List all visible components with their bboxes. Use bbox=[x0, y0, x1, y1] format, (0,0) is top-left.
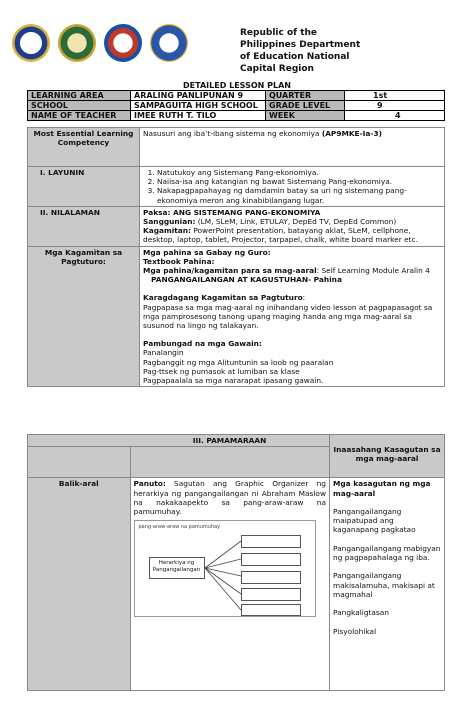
list-item: 2. Naiisa-isa ang katangian ng bawat Sistemang Pang-ekonomiya. bbox=[157, 177, 441, 186]
kagamitan-value: PowerPoint presentation, batayang aklat, SLeM, cellphone, desktop, laptop, tablet, Projector, tarpapel, chalk, white board marker etc. bbox=[143, 226, 418, 245]
paksa-text: Paksa: ANG SISTEMANG PANG-EKONOMIYA bbox=[143, 207, 321, 217]
magaaral-label: Mga pahina/kagamitan para sa mag-aaral bbox=[143, 266, 317, 276]
deped-seal-logo bbox=[150, 24, 188, 62]
nilalaman-row bbox=[28, 206, 445, 246]
plan-title: DETAILED LESSON PLAN bbox=[183, 81, 291, 90]
info-row bbox=[28, 111, 445, 121]
header-line-4: Capital Region bbox=[240, 64, 314, 74]
list-item: Pag-ttsek ng pumasok at lumiban sa klase bbox=[143, 366, 300, 376]
header-line-2: Philippines Department bbox=[240, 40, 361, 50]
info-row bbox=[28, 91, 445, 101]
info-label: NAME OF TEACHER bbox=[28, 111, 131, 121]
sanggunian-text bbox=[143, 217, 441, 226]
competency-text: Nasusuri ang iba’t-ibang sistema ng ekonomiya bbox=[143, 129, 322, 138]
header-spacer bbox=[28, 435, 131, 447]
pamamaraan-header: III. PAMAMARAAN bbox=[130, 435, 330, 447]
balik-aral-cell bbox=[130, 478, 330, 691]
list-item: Pagpapaalala sa mga nararapat ipasang gawain. bbox=[143, 376, 324, 386]
nilalaman-cell bbox=[140, 206, 445, 246]
karagdagang-heading bbox=[143, 293, 441, 302]
textbook-text: Textbook Pahina: bbox=[143, 256, 215, 266]
info-row bbox=[28, 101, 445, 111]
spacer-left bbox=[28, 447, 131, 478]
list-item: Panalangin bbox=[143, 348, 184, 358]
list-item: Pisyolohikal bbox=[333, 626, 377, 636]
header-agency-text bbox=[240, 27, 360, 75]
panuto-text bbox=[134, 479, 327, 516]
kagamitan-label: Kagamitan: bbox=[143, 226, 191, 236]
info-label: WEEK bbox=[266, 111, 345, 121]
balik-aral-label: Balik-aral bbox=[28, 478, 131, 691]
layunin-list bbox=[143, 168, 441, 205]
info-label: QUARTER bbox=[266, 91, 345, 101]
layunin-row bbox=[28, 167, 445, 207]
header-line-1: Republic of the bbox=[240, 28, 318, 38]
list-item: Pangangailangang maipatupad ang kaganapang pagkatao bbox=[333, 506, 416, 535]
organizer-caption: pang-araw-araw na pamumuhay bbox=[138, 524, 221, 531]
info-label: SCHOOL bbox=[28, 101, 131, 111]
spacer-mid bbox=[130, 447, 330, 478]
magaaral-value: : Self Learning Module Aralin 4 bbox=[316, 266, 430, 276]
layunin-cell bbox=[140, 167, 445, 207]
kagamitan-pagtuturo-row bbox=[28, 246, 445, 387]
info-label: GRADE LEVEL bbox=[266, 101, 345, 111]
organizer-answer-box bbox=[241, 588, 301, 601]
organizer-answer-box bbox=[241, 604, 301, 616]
pangangailangan-text: PANGANGAILANGAN AT KAGUSTUHAN- Pahina bbox=[151, 275, 342, 285]
lesson-table bbox=[27, 127, 445, 387]
competency-cell bbox=[140, 128, 445, 167]
balik-aral-row bbox=[28, 478, 445, 691]
sanggunian-label: Sanggunian: bbox=[143, 217, 196, 227]
magaaral-text bbox=[143, 266, 441, 275]
organizer-answer-box bbox=[241, 535, 301, 548]
pambungad-heading: Pambungad na mga Gawain: bbox=[143, 339, 262, 349]
kagamitan-pagtuturo-label: Mga Kagamitan sa Pagtuturo: bbox=[28, 246, 140, 387]
city-seal-logo bbox=[104, 24, 142, 62]
list-item: Pangangailangang mabigyan ng pagpapahalaga ng iba. bbox=[333, 543, 441, 563]
info-value: ARALING PANLIPUNAN 9 bbox=[131, 91, 266, 101]
karagdagang-label: Karagdagang Kagamitan sa Pagtuturo bbox=[143, 293, 303, 303]
organizer-answer-box bbox=[241, 571, 301, 584]
info-value: SAMPAGUITA HIGH SCHOOL bbox=[131, 101, 266, 111]
karagdagang-text: Pagpapasa sa mga mag-aaral ng inihandang video lesson at pagpapasagot sa mga pamprosesong tanong upang maging handa ang mga mag-aaral sa susunod na lingo ng talakayan. bbox=[143, 302, 433, 331]
competency-label: Most Essential Learning Competency bbox=[28, 128, 140, 167]
info-table bbox=[27, 90, 445, 121]
panuto-label: Panuto: bbox=[133, 479, 166, 489]
competency-row bbox=[28, 128, 445, 167]
header-line-3: of Education National bbox=[240, 52, 350, 62]
info-value: 1st bbox=[345, 91, 445, 101]
organizer-center-box: Herarkiya ng Pangangailangan bbox=[149, 557, 205, 579]
list-item: 1. Natutukoy ang Sistemang Pang-ekonomiya. bbox=[157, 168, 441, 177]
list-item: Pangangailangang makisalamuha, makisapi at magmahal bbox=[333, 571, 435, 599]
panuto-value: Sagutan ang Graphic Organizer ng herarkiya ng pangangailangan ni Abraham Maslow na nakakaapekto sa pang-araw-araw na pamumuhay. bbox=[133, 479, 326, 517]
pamamaraan-table bbox=[27, 434, 445, 691]
info-label: LEARNING AREA bbox=[28, 91, 131, 101]
kasagutan-title: Mga kasagutan ng mga mag-aaral bbox=[333, 479, 431, 498]
pamamaraan-header-row bbox=[28, 435, 445, 447]
inaasahang-header: Inaasahang Kasagutan sa mga mag-aaral bbox=[330, 435, 445, 478]
sdo-seal-logo bbox=[58, 24, 96, 62]
list-item: 3. Nakapagpapahayag ng damdamin batay sa uri ng sistemang pang-ekonomiya meron ang kinabibilangang lugar. bbox=[157, 186, 441, 204]
info-value: 9 bbox=[345, 101, 445, 111]
competency-code: (AP9MKE-Ia-3) bbox=[321, 129, 382, 138]
kagamitan-text bbox=[143, 226, 441, 244]
kagamitan-pagtuturo-cell bbox=[140, 246, 445, 387]
organizer-answer-box bbox=[241, 553, 301, 566]
info-value: 4 bbox=[345, 111, 445, 121]
karagdagang-colon: : bbox=[302, 293, 306, 303]
kasagutan-cell bbox=[330, 478, 445, 691]
sanggunian-value: (LM, SLeM, Link, ETULAY, DepEd TV, DepEd Common) bbox=[195, 217, 397, 227]
list-item: Pangkaligtasan bbox=[333, 608, 389, 618]
lagro-seal-logo bbox=[12, 24, 50, 62]
gabay-text: Mga pahina sa Gabay ng Guro: bbox=[143, 247, 271, 257]
list-item: Pagbanggit ng mga Alituntunin sa loob ng paaralan bbox=[143, 357, 334, 367]
layunin-label: I. LAYUNIN bbox=[28, 167, 140, 207]
nilalaman-label: II. NILALAMAN bbox=[28, 206, 140, 246]
graphic-organizer bbox=[134, 520, 316, 617]
info-value: IMEE RUTH T. TILO bbox=[131, 111, 266, 121]
